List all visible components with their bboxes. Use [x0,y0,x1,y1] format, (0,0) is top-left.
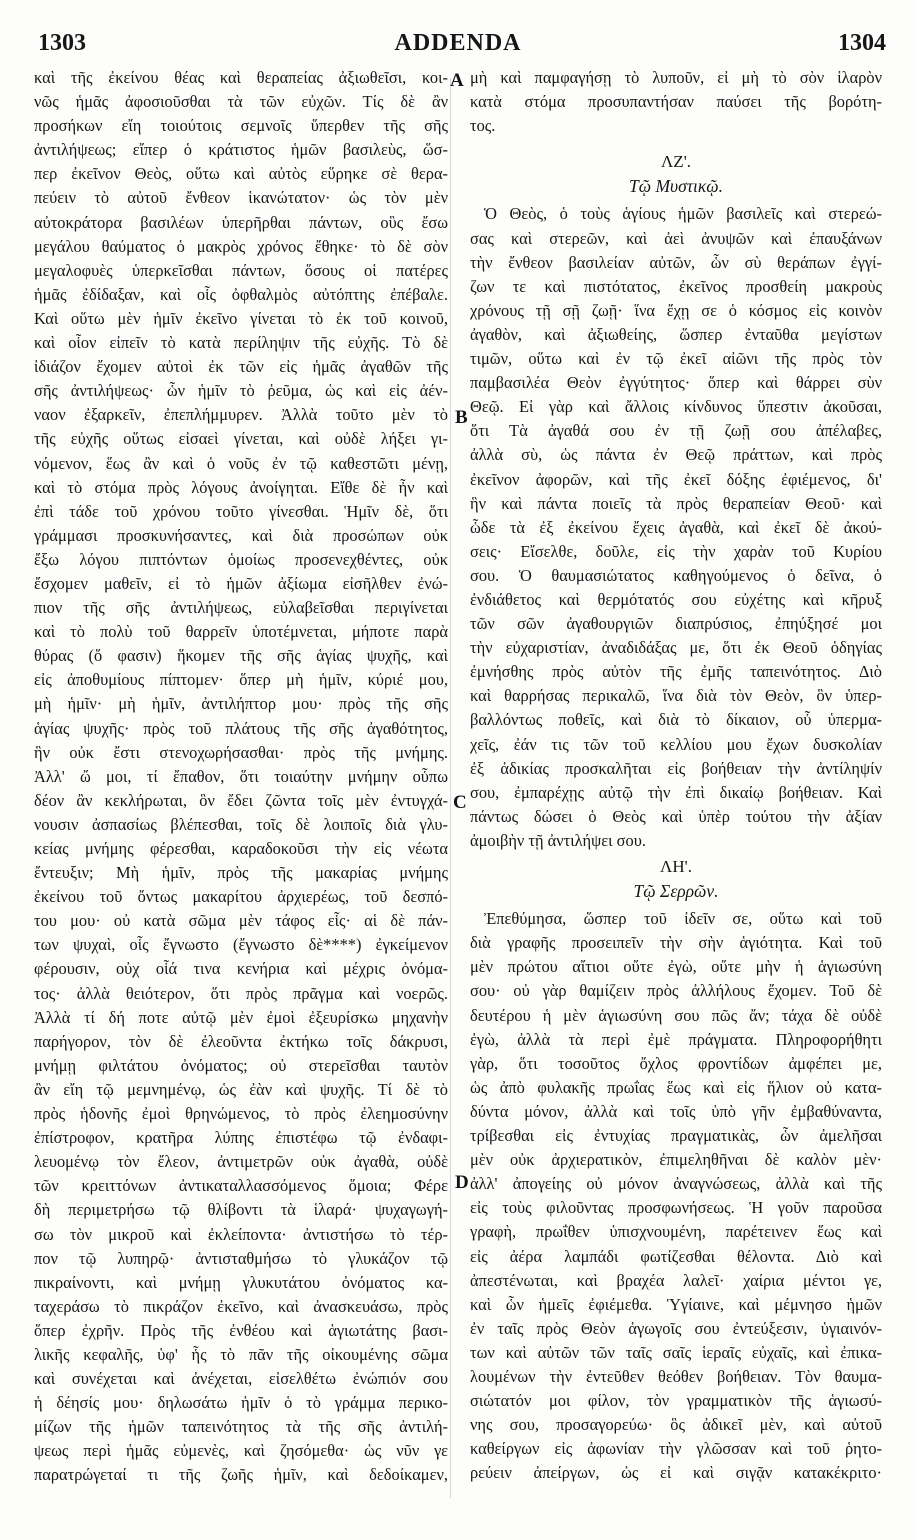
text-line: κατὰ στόμα προσυπαντήσαν παύσει τῆς βορότη- [470,92,882,112]
letter-37-body [470,202,882,853]
text-line: σου. Ὁ θαυμασιώτατος καθηγούμενος ὁ δεῖνα, ὁ [470,565,882,585]
text-line: πάντως δώσει ὁ Θεὸς καὶ ὑπὲρ τούτου τὴν ἀξίαν [470,806,882,826]
text-line: σιώτατόν μοι φίλον, τὸν γραμματικὸν τῆς ἁγιωσύ- [470,1391,882,1411]
text-line: φέρουσιν, οὐχ οἷά τινα κενήρια καὶ μέχρις ὀνόμα- [34,959,448,979]
text-line: ἀμοιβὴν τῇ ἀντιλήψει σου. [470,830,646,850]
text-line: τὴν εὐχαριστίαν, ἀναδιδάξας με, ὅτι ἐκ Θεοῦ ὁδηγίας [470,638,882,658]
text-line: σας καὶ στερεῶν, καὶ ἀεὶ ἀνυψῶν καὶ ἐπαυξάνων [470,228,882,248]
text-line: ταχεράσω τὸ πικράζον ἐκεῖνο, καὶ ἀνασκευάσω, πρὸς [34,1296,448,1316]
text-line: ὅπερ ἐχρῆν. Πρὸς τῆς ἐνθέου καὶ ἁγιωτάτης βασι- [34,1320,448,1340]
text-line: καθείργων εἰς ἀφωνίαν τὴν γλῶσσαν καὶ τοῦ ῥητο- [470,1439,882,1459]
text-line: ἔξω λόγου πιπτόντων ὁμοίως προσενεχθέντες, οὐκ [34,549,448,569]
text-line: ἐκεῖνον ἀφορῶν, καὶ τῆς ἐκεῖ δόξης ἐφιέμενος, δι' [470,469,882,489]
text-line: γὰρ, ὅτι τοσοῦτος ὄχλος φροντίδων ἀμφέπει με, [470,1053,882,1073]
letter-37-addressee: Τῷ Μυστικῷ. [629,176,723,197]
text-line: πικραίνοντι, καὶ μνήμῃ γλυκυτάτου ὀνόματος κα- [34,1272,448,1292]
text-line: χεῖς, ἐάν τις τῶν τοῦ κελλίου μου ἔχων δυσκολίαν [470,734,882,754]
text-line: μίζων τῆς ἡμῶν ταπεινότητος τὰ τῆς σῆς ἀντιλή- [34,1417,448,1437]
text-line: καὶ τῆς ἐκείνου θέας καὶ θεραπείας ἀξιωθεῖσι, κοι- [34,68,448,87]
column-divider [450,78,451,1498]
text-line: κείας μνήμης φέρεσθαι, καραδοκοῦσι τὴν εἰς νέωτα [34,839,448,858]
text-line: ὅτι Τὰ ἀγαθά σου ἐν τῇ ζωῇ σου ἀπέλαβες, [470,421,882,441]
text-line: προσήκων εἴη τοιούτοις σεμνοῖς ὕπερθεν τῆς σῆς [34,116,448,136]
text-line: Ἀλλὰ τί δή ποτε αὐτῷ μὲν ἐμοὶ ἐξευρίσκω μηχανὴν [34,1007,448,1027]
text-line: σεις· Εἴσελθε, δοῦλε, εἰς τὴν χαρὰν τοῦ Κυρίου [470,541,882,561]
text-line: λικῆς κεφαλῆς, ὑφ' ἧς τὸ πᾶν τῆς οἰκουμένης σῶμα [34,1344,448,1364]
page-number-left: 1303 [38,30,86,56]
text-line: εἰς ἀέρα λαμπάδι φωτίζεσθαι θέλοντα. Διὸ καὶ [470,1246,882,1266]
text-line: ὡς ἀπὸ φυλακῆς πρωΐας ἕως καὶ εἰς ἥλιον οὐ κατα- [470,1077,882,1097]
text-line: ἀντιλήψεως; εἴπερ ὁ κράτιστος ἡμῶν βασιλεὺς, ὥσ- [34,140,448,160]
text-line: ἡμᾶς ἐδίδαξαν, καὶ οἷς ὀφθαλμὸς αὐτόπτης ἐπέβαλε. [34,284,448,304]
text-line: δέον ἂν κεκλήρωται, ὃν ἔδει ζῶντα τοῖς μὲν ἐντυγχά- [34,790,448,810]
text-line: γραφὴ, πρωΐθεν ὑπισχνουμένη, παρέτεινεν ἕως καὶ [470,1222,882,1242]
text-line: ἐνδιάθετος καὶ θερμότατός σου εὐχέτης καὶ κῆρυξ [470,589,882,609]
text-line: μὴ καὶ παμφαγήσῃ τὸ λυποῦν, εἰ μὴ τὸ σὸν ἱλαρὸν [470,68,882,87]
text-line: τῶν σῶν ἀγαθουργιῶν διαπρύσιος, ἐπηύξησέ μοι [470,614,882,634]
text-line: μεγάλου θαύματος ὁ μακρὸς χρόνος ἔθηκε· τὸ δὲ σὸν [34,236,448,256]
text-line: ἀλλ' ἀπογείης οὐ μόνον ἀναγνώσεως, ἀλλὰ καὶ τῆς [470,1174,882,1194]
text-line: ἀπεστένωται, καὶ βραχέα λαλεῖ· χαίρια μέντοι γε, [470,1270,882,1290]
text-line: των ψυχαὶ, οἷς ἔγνωστο (ἔγνωστο δὲ****) ἐγκείμενον [34,935,448,955]
text-line: δευτέρου ἡ μὲν ἁγιωσύνη σου πῶς ἄν; τάχα δὲ οὐδὲ [470,1005,882,1025]
text-line: του μου· οὐ κατὰ σῶμα μὲν τάφος εἷς· αἱ δὲ πάν- [34,911,448,931]
text-line: καὶ τὸ πολὺ τοῦ θαρρεῖν ὑποτέμνεται, μήποτε παρὰ [34,622,448,642]
text-line: τιμῶν, οὕτω καὶ ἐν τῷ ἐκεῖ αἰῶνι τῆς πρὸς τὸν [470,349,882,369]
text-line: μὴ ἡμῖν· μὴ ἡμῖν, ἀντιλήπτορ μου· πρὸς τῆς σῆς [34,694,448,714]
text-line: λευομένῳ τὸν ἔλεον, ἀντιμετρῶν οὐκ ἀγαθὰ, οὐδὲ [34,1152,448,1172]
text-line: καὶ τὸ στόμα πρὸς λόγους ἀνοίγηται. Εἴθε δὲ ἦν καὶ [34,477,448,497]
text-line: νόμενον, ἕως ἂν καὶ ὁ νοῦς ἐν τῷ καθεστῶτι μένῃ, [34,453,448,473]
text-line: Ἀλλ' ὤ μοι, τί ἔπαθον, ὅτι τοιαύτην μνήμην οὗπω [34,766,448,786]
running-title: ADDENDA [394,30,522,56]
text-line: τος· ἀλλὰ θειότερον, ὅτι πρὸς πρᾶγμα καὶ νοερῶς. [34,983,448,1003]
text-line: ἔντευξιν; Μὴ ἡμῖν, πρὸς τῆς μακαρίας μνήμης [34,863,448,883]
text-line: τῶν κρειττόνων ἀντικαταλλασσόμενος ὅμοια; Φέρε [34,1176,448,1196]
text-line: Ὁ Θεὸς, ὁ τοὺς ἁγίους ἡμῶν βασιλεῖς καὶ στερεώ- [484,204,882,224]
text-line: σω τὸν μικροῦ καὶ ἐκλείποντα· ἀντιστήσω τὸ τέρ- [34,1224,448,1244]
text-line: ἐμνήσθης πρὸς αὐτὸν τῆς ἐμῆς ταπεινότητος. Διὸ [470,662,882,682]
text-line: ναον ἐξαρκεῖν, ἐπεπλήμμυρεν. Ἀλλὰ τοῦτο μὲν τὸ [34,405,448,425]
text-line: χρόνους τῇ σῇ ζωῇ· ἵνα ἔχῃ σε ὁ κόσμος εἰς κοινὸν [470,300,882,320]
text-line: τρίβεσθαι εἰς ἐντυχίας πραγματικὰς, ὧν ἀμελῆσαι [470,1126,882,1146]
text-line: ἐπὶ τάδε τοῦ χρόνου τοῦτο γίνεσθαι. Ἡμῖν δὲ, ὅτι [34,501,448,521]
text-line: βαλλόντως ποθεῖς, καὶ διὰ τὸ δίκαιον, οὗ ὑπερμα- [470,710,882,730]
text-line: μεγαλοφυὲς ὑπερκεῖσθαι πάντων, ὅσους οἱ πατέρες [34,260,448,280]
page-header [30,30,886,64]
page-number-right: 1304 [838,30,886,56]
text-line: ἐπίστροφον, κρατῆρα λύπης ἐπιστέφω τῷ ἐνδαφι- [34,1128,448,1148]
text-line: μὲν οὐκ ἀρχιερατικὸν, ἐπιμεληθῆναι δὲ καλὸν μὲν· [470,1150,882,1170]
text-line: των καὶ αὐτῶν τῶν ταῖς σαῖς ἱεραῖς εὐχαῖς, καὶ ἐπικα- [470,1342,882,1362]
text-line: καὶ θαρρήσας περικαλῶ, ἵνα διὰ τὸν Θεὸν, ὃν ὑπερ- [470,686,882,706]
continued-text [470,66,882,138]
text-line: διὰ γραφῆς προσειπεῖν τὴν σὴν ἁγιότητα. Καὶ τοῦ [470,933,882,953]
text-line: παρήγορον, τὸν δὲ ἐλεοῦντα ἐκτήκω τοῖς δάκρυσι, [34,1031,448,1051]
text-line: τος. [470,116,496,136]
text-line: ἰδιάζον ἔχομεν αὐτοὶ ἐκ τῶν εἰς ἡμᾶς ἀγαθῶν τῆς [34,357,448,377]
margin-letter-c: C [453,792,467,813]
text-line: μνήμῃ φιλτάτου ὀνόματος; οὐ στερεῖσθαι ταυτὸν [34,1055,448,1075]
text-line: περ ἐκεῖνον Θεὸς, οὕτω καὶ αὐτὸς εὕρηκε σὲ θερα- [34,164,448,184]
letter-38-number: ΛΗ'. [660,857,692,876]
margin-letter-a: A [450,70,464,91]
text-line: ἣν καὶ πάντα ποιεῖς τὰ πρὸς θεραπείαν Θεοῦ· καὶ [470,493,882,513]
text-line: δὴ περιμετρήσω τῷ θλίβοντι τὰ ἱλαρά· ψυχαγωγή- [34,1200,448,1220]
letter-38-addressee: Τῷ Σερρῶν. [633,881,719,902]
left-column [34,66,448,1488]
text-line: ρεύειν ἀπείργων, ὡς εἰ καὶ σιγᾷν κατακέκριτο· [470,1463,882,1483]
text-line: μὲν πρώτου αἴτιοι οὔτε ἐγὼ, οὔτε μὴν ἡ ἁγιωσύνη [470,957,882,977]
text-line: αὐτοκράτορα βασιλέων ὑπερῆρθαι πάντων, οὓς ἔσω [34,212,448,232]
text-line: καὶ συνέχεται καὶ ἀνέχεται, εἰσελθέτω ἐνώπιόν σου [34,1369,448,1389]
text-line: νουσιν ἀσπασίως βλέπεσθαι, τοῖς δὲ λοιποῖς διὰ γλυ- [34,814,448,834]
text-line: τῆς εὐχῆς οὕτως εἰσαεὶ γίνεται, καὶ οὐδὲ λήξει γι- [34,429,448,449]
text-line: σῆς ἀντιλήψεως· ὧν ἡμῖν τὸ ῥεῦμα, ὡς καὶ εἰς ἀέν- [34,381,448,401]
text-line: γράμμασι προσκυνήσαντες, καὶ διὰ προσώπων οὐκ [34,525,448,545]
text-line: ἣν οὐκ ἔστι στενοχωρήσασθαι· πρὸς τῆς μνήμης. [34,742,448,762]
margin-letter-b: B [455,407,468,428]
text-line: ἐξ ἀδικίας προσκαλῆται εἰς βοήθειαν τὴν ἀντίληψίν [470,758,882,778]
right-column [470,66,882,1485]
text-line: ἡ δέησίς μου· δηλωσάτω ἡμῖν ὁ τὸ γράμμα περικο- [34,1393,448,1413]
margin-letter-d: D [455,1172,469,1193]
text-line: παμβασιλέα Θεὸν ἐγγύτητος· ὅπερ καὶ θάρρει σὺν [470,373,882,393]
letter-37-number: ΛΖ'. [660,152,692,172]
text-line: σου· οὐ γὰρ θαμίζειν πρὸς ἀλλήλους ἔχομεν. Τοῦ δὲ [470,981,882,1001]
text-line: ψεως περὶ ἡμᾶς εὐμενὲς, καὶ ζησόμεθα· ὡς νῦν γε [34,1441,448,1461]
text-line: λουμένων τὴν ἐντεῦθεν θεόθεν βοήθειαν. Τὸν θαυμα- [470,1366,882,1386]
text-line: πιον τῆς σῆς ἀντιλήψεως, εὐλαβεῖσθαι περιγίνεται [34,598,448,618]
text-line: θύρας (ὅ φασιν) ἥκομεν τῆς σῆς ἁγίας ψυχῆς, καὶ [34,646,448,666]
text-line: ἐν ταῖς πρὸς Θεὸν ἀγωγοῖς σου ἐντεύξεσιν, ὑγιαινόν- [470,1318,882,1338]
text-line: Θεῷ. Εἰ γὰρ καὶ ἄλλοις κίνδυνος ὕπεστιν ἀκοῦσαι, [470,397,882,417]
text-line: Ἐπεθύμησα, ὥσπερ τοῦ ἰδεῖν σε, οὕτω καὶ τοῦ [484,909,882,929]
text-line: πρὸς ἡδονῆς ἐμοὶ θρηνώμενος, τὸ πρὸς ἐλεημοσύνην [34,1104,448,1124]
text-line: ἂν εἴη τῷ μεμνημένῳ, ὡς ἐὰν καὶ ψυχῆς. Τί δὲ τὸ [34,1079,448,1099]
text-line: ζων τε καὶ πιστότατος, ἐκεῖνος προσθείη μακροὺς [470,276,882,296]
text-line: πον τῷ λυπηρῷ· ἀντισταθμήσω τὸ γλυκάζον τῷ [34,1248,448,1268]
text-line: τὴν ἔνθεον βασιλείαν αὐτῶν, ὧν σὺ θεράπων ἐγγί- [470,252,882,272]
text-line: νης σου, προσαγορεύω· ὃς ἀδικεῖ μὲν, καὶ αὐτοῦ [470,1415,882,1435]
text-line: ἔσχομεν μαθεῖν, εἰ τὸ ἡμῶν ἀξίωμα εἰσῆλθεν ἐνώ- [34,573,448,593]
letter-38-body [470,907,882,1485]
text-line: ὧδε τὰ ἐξ ἐκείνου ἔχεις ἀγαθὰ, καὶ ἐκεῖ δὲ ἀκού- [470,517,882,537]
text-line: εἰς τοὺς φιλοῦντας προσφωνήσεως. Ἡ γοῦν παροῦσα [470,1198,882,1218]
text-line: νῶς ἡμᾶς ἀφοσιοῦσθαι τὰ τῶν εὐχῶν. Τίς δὲ ἂν [34,92,448,112]
text-line: Καὶ οὕτω μὲν ἡμῖν ἐκεῖνο γίνεται τὸ ἐκ τοῦ κοινοῦ, [34,308,448,328]
text-line: ἐγὼ, ἀλλὰ τὰ περὶ ἐμὲ πράγματα. Πληροφορήθητι [470,1029,882,1049]
text-line: δύντα μόνον, ἀλλὰ καὶ τοῖς ὑπὸ γῆν ἐμβαθύναντα, [470,1101,882,1121]
text-line: ἀλλὰ σὺ, ὡς πάντα ἐν Θεῷ πράττων, καὶ πρὸς [470,445,882,465]
text-line: παρατρώγεταί τι τῆς ζωῆς ἡμῖν, καὶ δεδοίκαμεν, [34,1465,448,1485]
text-line: σου, ἐμπαρέχῃς αὐτῷ τὴν ἐπὶ δικαίῳ βοήθειαν. Καὶ [470,782,882,802]
text-line: καὶ ὧν ἡμεῖς ἐφιέμεθα. Ὑγίαινε, καὶ μέμνησο ἡμῶν [470,1294,882,1314]
text-line: ἀγαθὸν, καὶ ἀξιωθείης, ὥσπερ ἐνταῦθα μεγίστων [470,324,882,344]
text-line: εἰς ἀποθυμίους πίπτομεν· ὅπερ μὴ ἡμῖν, κύριέ μου, [34,670,448,690]
text-line: ἁγίας ψυχῆς· πρὸς τοῦ πλάτους τῆς σῆς ἀγαθότητος, [34,718,448,738]
text-line: καὶ οἷον εἰπεῖν τὸ κατὰ περίληψιν τῆς εὐχῆς. Τὸ δὲ [34,333,448,353]
text-line: πεύειν τὸ αὐτοῦ ἔνθεον ἱκανώτατον· ὡς τὸν μὲν [34,188,448,208]
text-line: ἐκείνου τοῦ ὄντως μακαρίτου ἀρχιερέως, τοῦ δεσπό- [34,887,448,907]
